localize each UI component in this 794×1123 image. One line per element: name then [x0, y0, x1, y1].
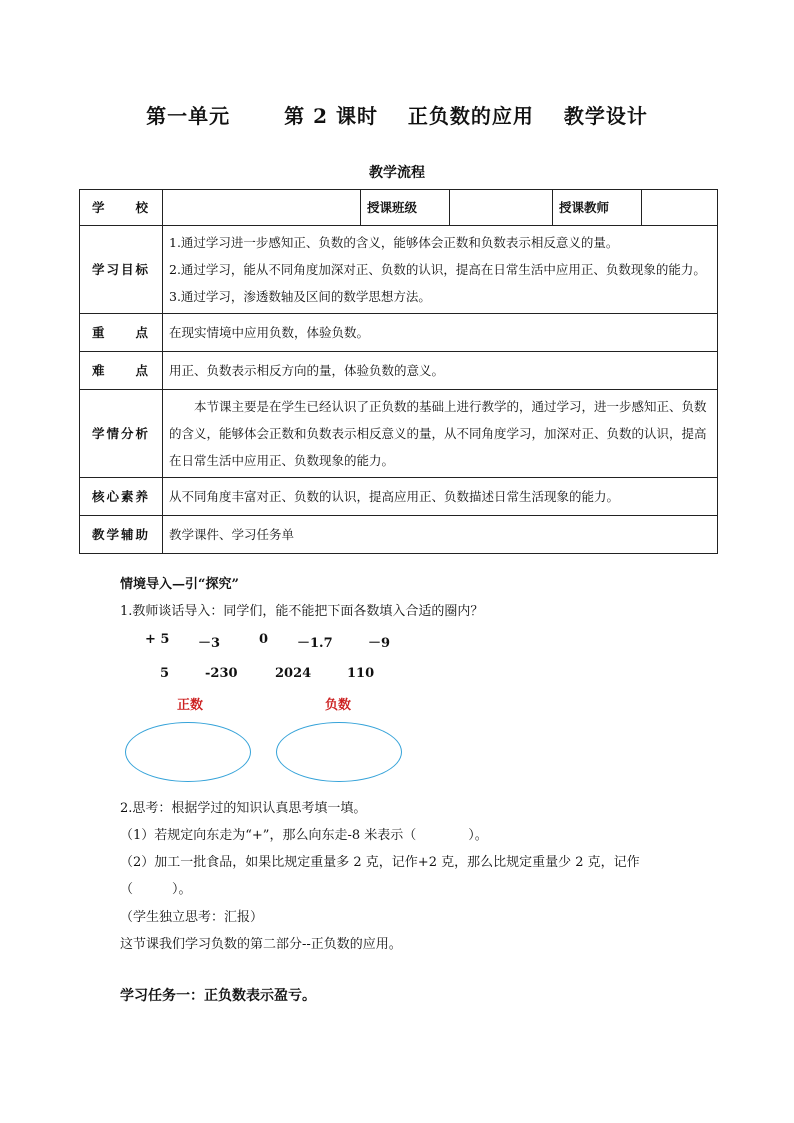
positive-circle — [125, 722, 251, 782]
number-item: + 5 — [145, 632, 170, 647]
goals-label: 学习目标 — [80, 226, 163, 314]
number-item: －1.7 — [297, 636, 333, 651]
table-row — [80, 226, 718, 314]
class-value — [450, 190, 553, 226]
number-item: 5 — [160, 666, 170, 681]
title-topic: 正负数的应用 — [407, 104, 534, 128]
student-note: （学生独立思考：汇报） — [120, 910, 264, 925]
class-label: 授课班级 — [361, 190, 450, 226]
difficulty-label: 难 点 — [80, 352, 163, 390]
goal-item: 1.通过学习进一步感知正、负数的含义，能够体会正数和负数表示相反意义的量。 — [169, 235, 619, 250]
analysis-label: 学情分析 — [80, 390, 163, 478]
positive-label: 正数 — [177, 698, 204, 713]
aids-label: 教学辅助 — [80, 516, 163, 554]
question-2-2: （2）加工一批食品，如果比规定重量多 2 克，记作+2 克，那么比规定重量少 2 克，记作 — [120, 855, 640, 870]
transition-text: 这节课我们学习负数的第二部分--正负数的应用。 — [120, 937, 402, 952]
task-1-heading: 学习任务一：正负数表示盈亏。 — [120, 988, 316, 1004]
number-item: 2024 — [275, 666, 312, 681]
key-point-label: 重 点 — [80, 314, 163, 352]
question-1: 1.教师谈话导入：同学们，能不能把下面各数填入合适的圈内？ — [120, 604, 484, 619]
literacy-label: 核心素养 — [80, 478, 163, 516]
goal-item: 3.通过学习，渗透数轴及区间的数学思想方法。 — [169, 289, 431, 304]
title-unit: 第一单元 — [146, 104, 231, 128]
table-row — [80, 190, 718, 226]
negative-label: 负数 — [325, 698, 352, 713]
table-row — [80, 478, 718, 516]
aids-text: 教学课件、学习任务单 — [163, 516, 718, 554]
analysis-text — [163, 390, 718, 478]
number-item: -230 — [205, 666, 238, 681]
teacher-value — [642, 190, 718, 226]
section-subtitle: 教学流程 — [369, 165, 425, 181]
goals-cell — [163, 226, 718, 314]
number-item: －3 — [198, 636, 221, 651]
analysis-paragraph: 本节课主要是在学生已经认识了正负数的基础上进行教学的，通过学习，进一步感知正、负数的含义，能够体会正数和负数表示相反意义的量，从不同角度学习，加深对正、负数的认识，提高在日常生活中应用正、负数现象的能力。 — [169, 399, 707, 468]
question-2: 2.思考：根据学过的知识认真思考填一填。 — [120, 801, 367, 816]
school-value — [163, 190, 361, 226]
table-row — [80, 390, 718, 478]
title-doc: 教学设计 — [563, 104, 648, 128]
teacher-label: 授课教师 — [553, 190, 642, 226]
number-item: －9 — [368, 636, 391, 651]
question-2-2-blank: （ ）。 — [120, 882, 192, 897]
number-item: 110 — [347, 666, 375, 681]
school-label: 学 校 — [80, 190, 163, 226]
negative-circle — [276, 722, 402, 782]
page-title — [0, 100, 794, 129]
key-point-text: 在现实情境中应用负数，体验负数。 — [163, 314, 718, 352]
goal-item: 2.通过学习，能从不同角度加深对正、负数的认识，提高在日常生活中应用正、负数现象的能力。 — [169, 262, 706, 277]
intro-heading: 情境导入—引“探究” — [120, 577, 239, 592]
lesson-plan-table — [79, 189, 718, 554]
table-row — [80, 352, 718, 390]
table-row — [80, 516, 718, 554]
number-item: 0 — [259, 632, 269, 647]
title-lesson: 第 2 课时 — [284, 104, 378, 128]
table-row — [80, 314, 718, 352]
question-2-1: （1）若规定向东走为“+”，那么向东走-8 米表示（ ）。 — [120, 828, 488, 843]
difficulty-text: 用正、负数表示相反方向的量，体验负数的意义。 — [163, 352, 718, 390]
literacy-text: 从不同角度丰富对正、负数的认识，提高应用正、负数描述日常生活现象的能力。 — [163, 478, 718, 516]
